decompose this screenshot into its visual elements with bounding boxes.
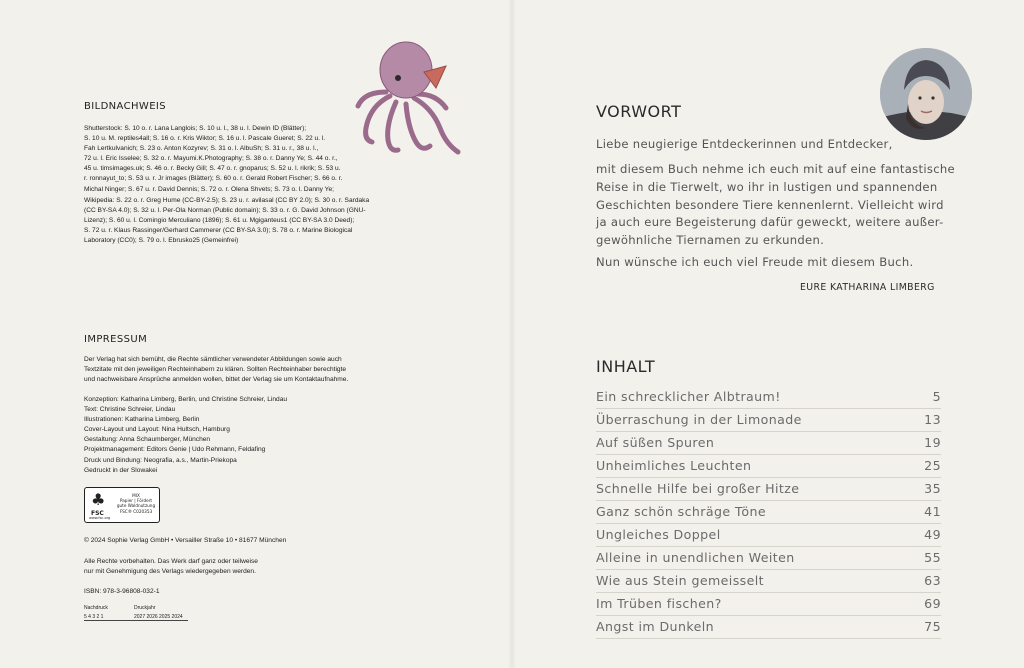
- toc-item-title: Auf süßen Spuren: [596, 435, 715, 450]
- toc-item-page: 41: [924, 504, 941, 519]
- nachdruck-values: 5 4 3 2 1: [84, 614, 104, 620]
- toc-item-title: Alleine in unendlichen Weiten: [596, 550, 795, 565]
- octopus-illustration: [350, 36, 468, 170]
- fsc-label: [84, 487, 160, 523]
- toc-item[interactable]: [596, 386, 941, 409]
- vorwort-paragraph-2: Nun wünsche ich euch viel Freude mit diesem Buch.: [596, 255, 914, 269]
- toc-item[interactable]: [596, 409, 941, 432]
- toc-item[interactable]: [596, 570, 941, 593]
- print-line: [84, 620, 188, 621]
- toc-item[interactable]: [596, 593, 941, 616]
- fsc-tree-icon: ♣: [91, 490, 106, 509]
- toc-item[interactable]: [596, 478, 941, 501]
- impressum-credits: Konzeption: Katharina Limberg, Berlin, und Christine Schreier, Lindau Text: Christine Schreier, Lindau Illustrationen: Katharina Limberg, Berlin Cover-Layout und Layout: Nina Hultsch, Hamburg Gestaltung: Anna Schaumberger, München Projektmanagement: Editors Genie | Udo Rehmann, Feldafing Druck und Bindung: Neografia, a.s., Martin-Priekopa Gedruckt in der Slowakei: [84, 396, 288, 474]
- rights-text: Alle Rechte vorbehalten. Das Werk darf ganz oder teilweise nur mit Genehmigung des Verlags wiedergegeben werden.: [84, 558, 258, 576]
- author-portrait: [880, 48, 972, 140]
- toc-item[interactable]: [596, 524, 941, 547]
- toc-item[interactable]: [596, 455, 941, 478]
- toc-item[interactable]: [596, 501, 941, 524]
- fsc-mix-text: MIX Papier | Fördert gute Waldnutzung FSC® C020353: [116, 493, 156, 514]
- toc-item-page: 63: [924, 573, 941, 588]
- toc-item-page: 35: [924, 481, 941, 496]
- toc-item[interactable]: [596, 432, 941, 455]
- fsc-logo-word: FSC: [91, 510, 104, 517]
- toc-item-title: Ein schrecklicher Albtraum!: [596, 389, 781, 404]
- vorwort-greeting: Liebe neugierige Entdeckerinnen und Entdecker,: [596, 137, 893, 151]
- toc-item-page: 25: [924, 458, 941, 473]
- toc-item-page: 49: [924, 527, 941, 542]
- toc-item-page: 19: [924, 435, 941, 450]
- toc-item-title: Unheimliches Leuchten: [596, 458, 752, 473]
- table-of-contents: [596, 386, 941, 639]
- toc-item-title: Ungleiches Doppel: [596, 527, 721, 542]
- bildnachweis-heading: BILDNACHWEIS: [84, 101, 167, 112]
- vorwort-heading: VORWORT: [596, 102, 682, 121]
- vorwort-signature: EURE KATHARINA LIMBERG: [800, 282, 935, 293]
- toc-item-title: Im Trüben fischen?: [596, 596, 722, 611]
- shutterstock-credits: Shutterstock: S. 10 o. r. Lana Langlois; S. 10 u. l., 38 u. l. Dewin ID (Blätter); S. 10 u. M. reptiles4all; S. 16 o. r. Kris Wiktor; S. 16 u. l. Pascale Gueret; S. 22 u. l. Fah Lertkulvanich; S. 23 o. Anton Kozyrev; S. 31 o. l. AlbuSh; S. 31 u. r., 38 u. l., 72 u. l. Eric Isselee; S. 32 o. r. Mayumi.K.Photography; S. 38 o. r. Danny Ye; S. 44 o. r., 45 u. timsimages.uk; S. 46 o. r. Becky Gill; S. 47 o. r. gnoparus; S. 52 u. l. rikrik; S. 53 u. r. ronnayut_to; S. 53 u. r. Jr images (Blätter); S. 60 o. r. Gerald Robert Fischer; S. 66 o. r. Michal Ninger; S. 67 u. r. David Dennis; S. 72 o. r. Olena Shvets; S. 73 o. l. Danny Ye;: [84, 125, 343, 193]
- druckjahr-label: Druckjahr: [134, 605, 156, 611]
- nachdruck-label: Nachdruck: [84, 605, 108, 611]
- druckjahr-values: 2027 2026 2025 2024: [134, 614, 183, 620]
- toc-item-title: Schnelle Hilfe bei großer Hitze: [596, 481, 800, 496]
- toc-item-title: Wie aus Stein gemeisselt: [596, 573, 765, 588]
- wikipedia-credits: Wikipedia: S. 22 o. r. Greg Hume (CC-BY-2.5); S. 23 u. r. avilasal (CC BY 2.0); S. 30 o. r. Sardaka (CC BY-SA 4.0); S. 32 u. l. Per-Ola Norman (Public domain); S. 33 o. r. G. David Johnson (GNU- Lizenz); S. 60 u. l. Comingio Merculiano (1896); S. 61 u. Mgiganteus1 (CC BY-SA 3.0 Deed); S. 72 u. r. Klaus Rassinger/Gerhard Cammerer (CC BY-SA 3.0); S. 78 o. r. Marine Biological Laboratory (CC0); S. 79 o. l. Ebrusko25 (Gemeinfrei): [84, 197, 370, 245]
- toc-item[interactable]: [596, 547, 941, 570]
- impressum-disclaimer: Der Verlag hat sich bemüht, die Rechte sämtlicher verwendeter Abbildungen sowie auch Textzitate mit den jeweiligen Rechteinhabern zu klären. Sollten Rechteinhaber berechtigte und nachweisbare Ansprüche anmelden wollen, bittet der Verlag sie um Kontaktaufnahme.: [84, 356, 349, 384]
- toc-item-title: Überraschung in der Limonade: [596, 412, 802, 427]
- toc-item-title: Ganz schön schräge Töne: [596, 504, 767, 519]
- page-gutter: [508, 0, 516, 668]
- toc-item[interactable]: [596, 616, 941, 639]
- author-portrait-image: [880, 48, 972, 140]
- inhalt-heading: INHALT: [596, 357, 656, 376]
- copyright-line: © 2024 Sophie Verlag GmbH • Versailler Straße 10 • 81677 München: [84, 537, 287, 544]
- fsc-logo-url: www.fsc.org: [89, 516, 111, 520]
- toc-item-page: 69: [924, 596, 941, 611]
- vorwort-paragraph-1: mit diesem Buch nehme ich euch mit auf eine fantastische Reise in die Tierwelt, wo ihr in lustigen und spannenden Geschichten besondere Tiere kennenlernt. Vielleicht wird ja auch eure Begeisterung dafür geweckt, weitere außer- gewöhnliche Tiernamen zu erkunden.: [596, 162, 955, 248]
- toc-item-page: 75: [924, 619, 941, 634]
- toc-item-title: Angst im Dunkeln: [596, 619, 714, 634]
- toc-item-page: 55: [924, 550, 941, 565]
- impressum-heading: IMPRESSUM: [84, 334, 148, 345]
- isbn: ISBN: 978-3-96808-032-1: [84, 588, 160, 595]
- toc-item-page: 13: [924, 412, 941, 427]
- toc-item-page: 5: [932, 389, 941, 404]
